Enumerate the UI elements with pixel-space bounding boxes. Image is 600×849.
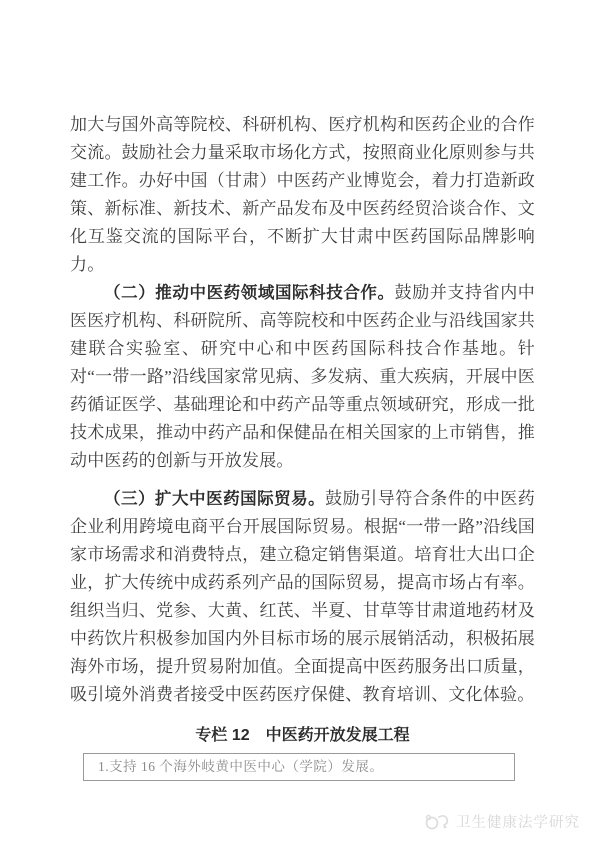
panel-title: 专栏 12 中医药开放发展工程 (195, 727, 410, 744)
paragraph-lead: （二）推动中医药领域国际科技合作。 (104, 284, 395, 302)
paragraph-text: 鼓励引导符合条件的中医药企业利用跨境电商平台开展国际贸易。根据“一带一路”沿线国家市场需求和消费特点，建立稳定销售渠道。培育壮大出口企业，扩大传统中成药系列产品的国际贸易，提高市场占有率。组织当归、党参、大黄、红芪、半夏、甘草等甘肃道地药材及中药饮片积极参加国内外目标市场的展示展销活动，积极拓展海外市场，提升贸易附加值。全面提高中医药服务出口质量，吸引境外消费者接受中医药医疗保健、教育培训、文化体验。 (70, 489, 535, 704)
document-body (70, 111, 535, 781)
paragraph-text: 鼓励并支持省内中医医疗机构、科研院所、高等院校和中医药企业与沿线国家共建联合实验室、研究中心和中医药国际科技合作基地。针对“一带一路”沿线国家常见病、多发病、重大疾病，开展中医药循证医学、基础理论和中药产品等重点领域研究，形成一批技术成果，推动中药产品和保健品在相关国家的上市销售，推动中医药的创新与开放发展。 (70, 283, 535, 470)
panel-item: 1.支持 16 个海外岐黄中医中心（学院）发展。 (98, 759, 384, 774)
publisher-watermark (425, 811, 580, 832)
paragraph-text: 加大与国外高等院校、科研机构、医疗机构和医药企业的合作交流。鼓励社会力量采取市场化方式，按照商业化原则参与共建工作。办好中国（甘肃）中医药产业博览会，着力打造新政策、新标准、新技术、新产品发布及中医药经贸洽谈合作、文化互鉴交流的国际平台，不断扩大甘肃中医药国际品牌影响力。 (70, 115, 535, 274)
publisher-watermark-label: 卫生健康法学研究 (456, 815, 580, 831)
paragraph-continuation (70, 111, 535, 279)
publisher-logo-icon (425, 813, 451, 831)
paragraph-section-3 (70, 485, 535, 709)
paragraph-lead: （三）扩大中医药国际贸易。 (104, 490, 326, 508)
paragraph-section-2 (70, 279, 535, 475)
panel-box (83, 753, 515, 781)
